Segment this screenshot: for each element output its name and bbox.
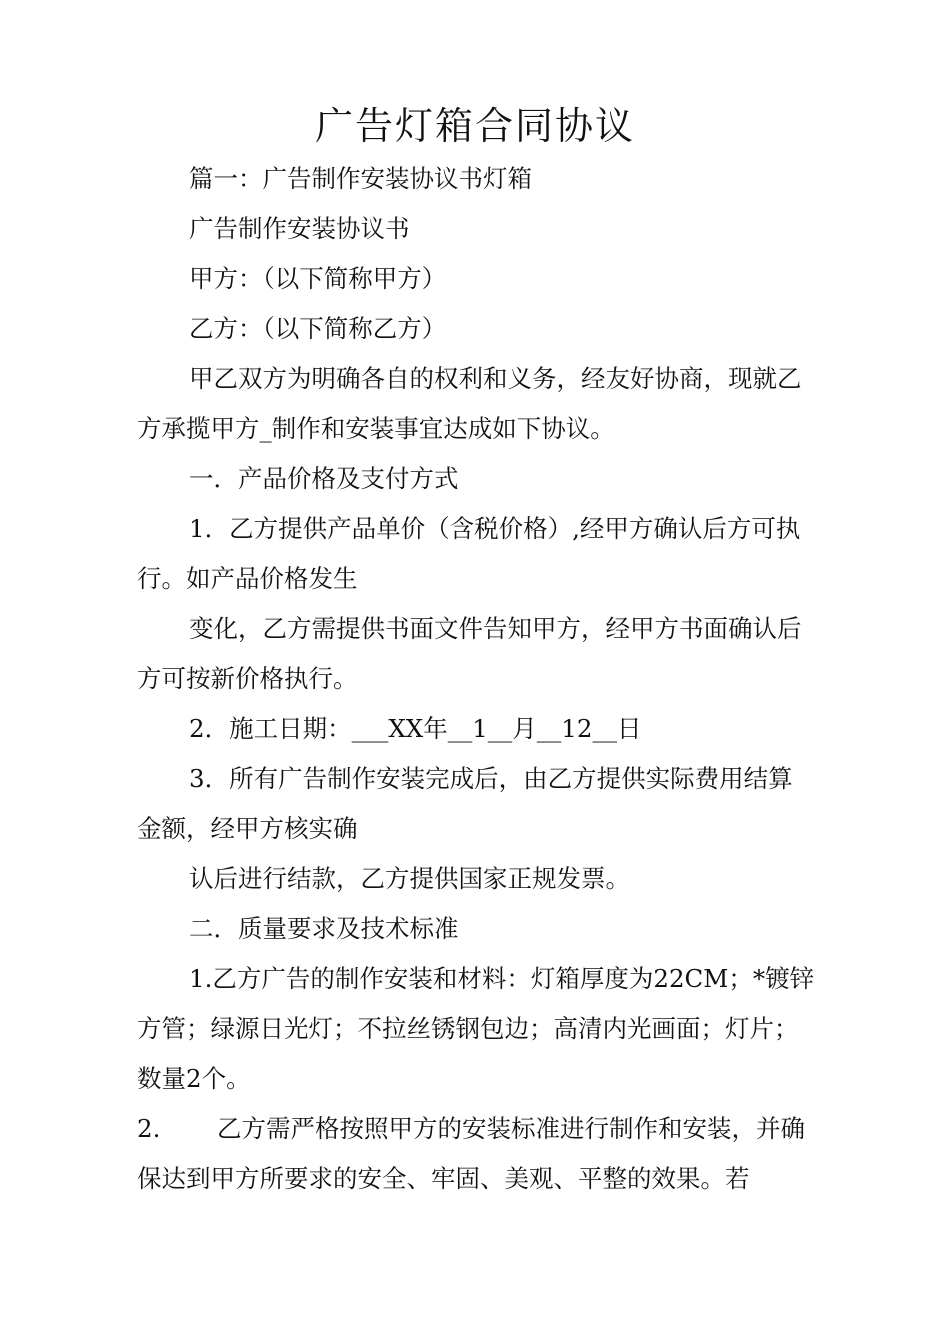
section-heading-quality: 二．质量要求及技术标准 (189, 914, 459, 943)
paragraph-clause-1-3-continued: 认后进行结款，乙方提供国家正规发票。 (189, 864, 630, 893)
paragraph-clause-2-2 (137, 1104, 815, 1204)
clause-text: 乙方需严格按照甲方的安装标准进行制作和安装，并确保达到甲方所要求的安全、牢固、美观、平整的效果。若 (137, 1114, 805, 1193)
paragraph-agreement-name: 广告制作安装协议书 (189, 214, 410, 243)
paragraph-clause-2-1: 1.乙方广告的制作安装和材料：灯箱厚度为22CM；*镀锌方管；绿源日光灯；不拉丝锈钢包边；高清内光画面；灯片；数量2个。 (137, 964, 815, 1093)
paragraph-clause-1-1-continued: 变化，乙方需提供书面文件告知甲方，经甲方书面确认后方可按新价格执行。 (137, 614, 802, 693)
paragraph-party-b: 乙方：（以下简称乙方） (189, 314, 447, 343)
paragraph-clause-1-3: 3．所有广告制作安装完成后，由乙方提供实际费用结算金额，经甲方核实确 (137, 764, 793, 843)
paragraph-party-a: 甲方：（以下简称甲方） (189, 264, 447, 293)
document-body (137, 154, 815, 1204)
paragraph-clause-1-1: 1．乙方提供产品单价（含税价格）,经甲方确认后方可执行。如产品价格发生 (137, 514, 801, 593)
section-heading-price-payment: 一．产品价格及支付方式 (189, 464, 459, 493)
document-title: 广告灯箱合同协议 (314, 104, 635, 148)
paragraph-preamble: 甲乙双方为明确各自的权利和义务，经友好协商，现就乙方承揽甲方_制作和安装事宜达成如下协议。 (137, 364, 802, 443)
clause-number: 2. (137, 1114, 161, 1143)
paragraph-chapter-heading: 篇一：广告制作安装协议书灯箱 (189, 164, 532, 193)
paragraph-clause-1-2-date: 2．施工日期：___XX年__1__月__12__日 (189, 714, 642, 743)
